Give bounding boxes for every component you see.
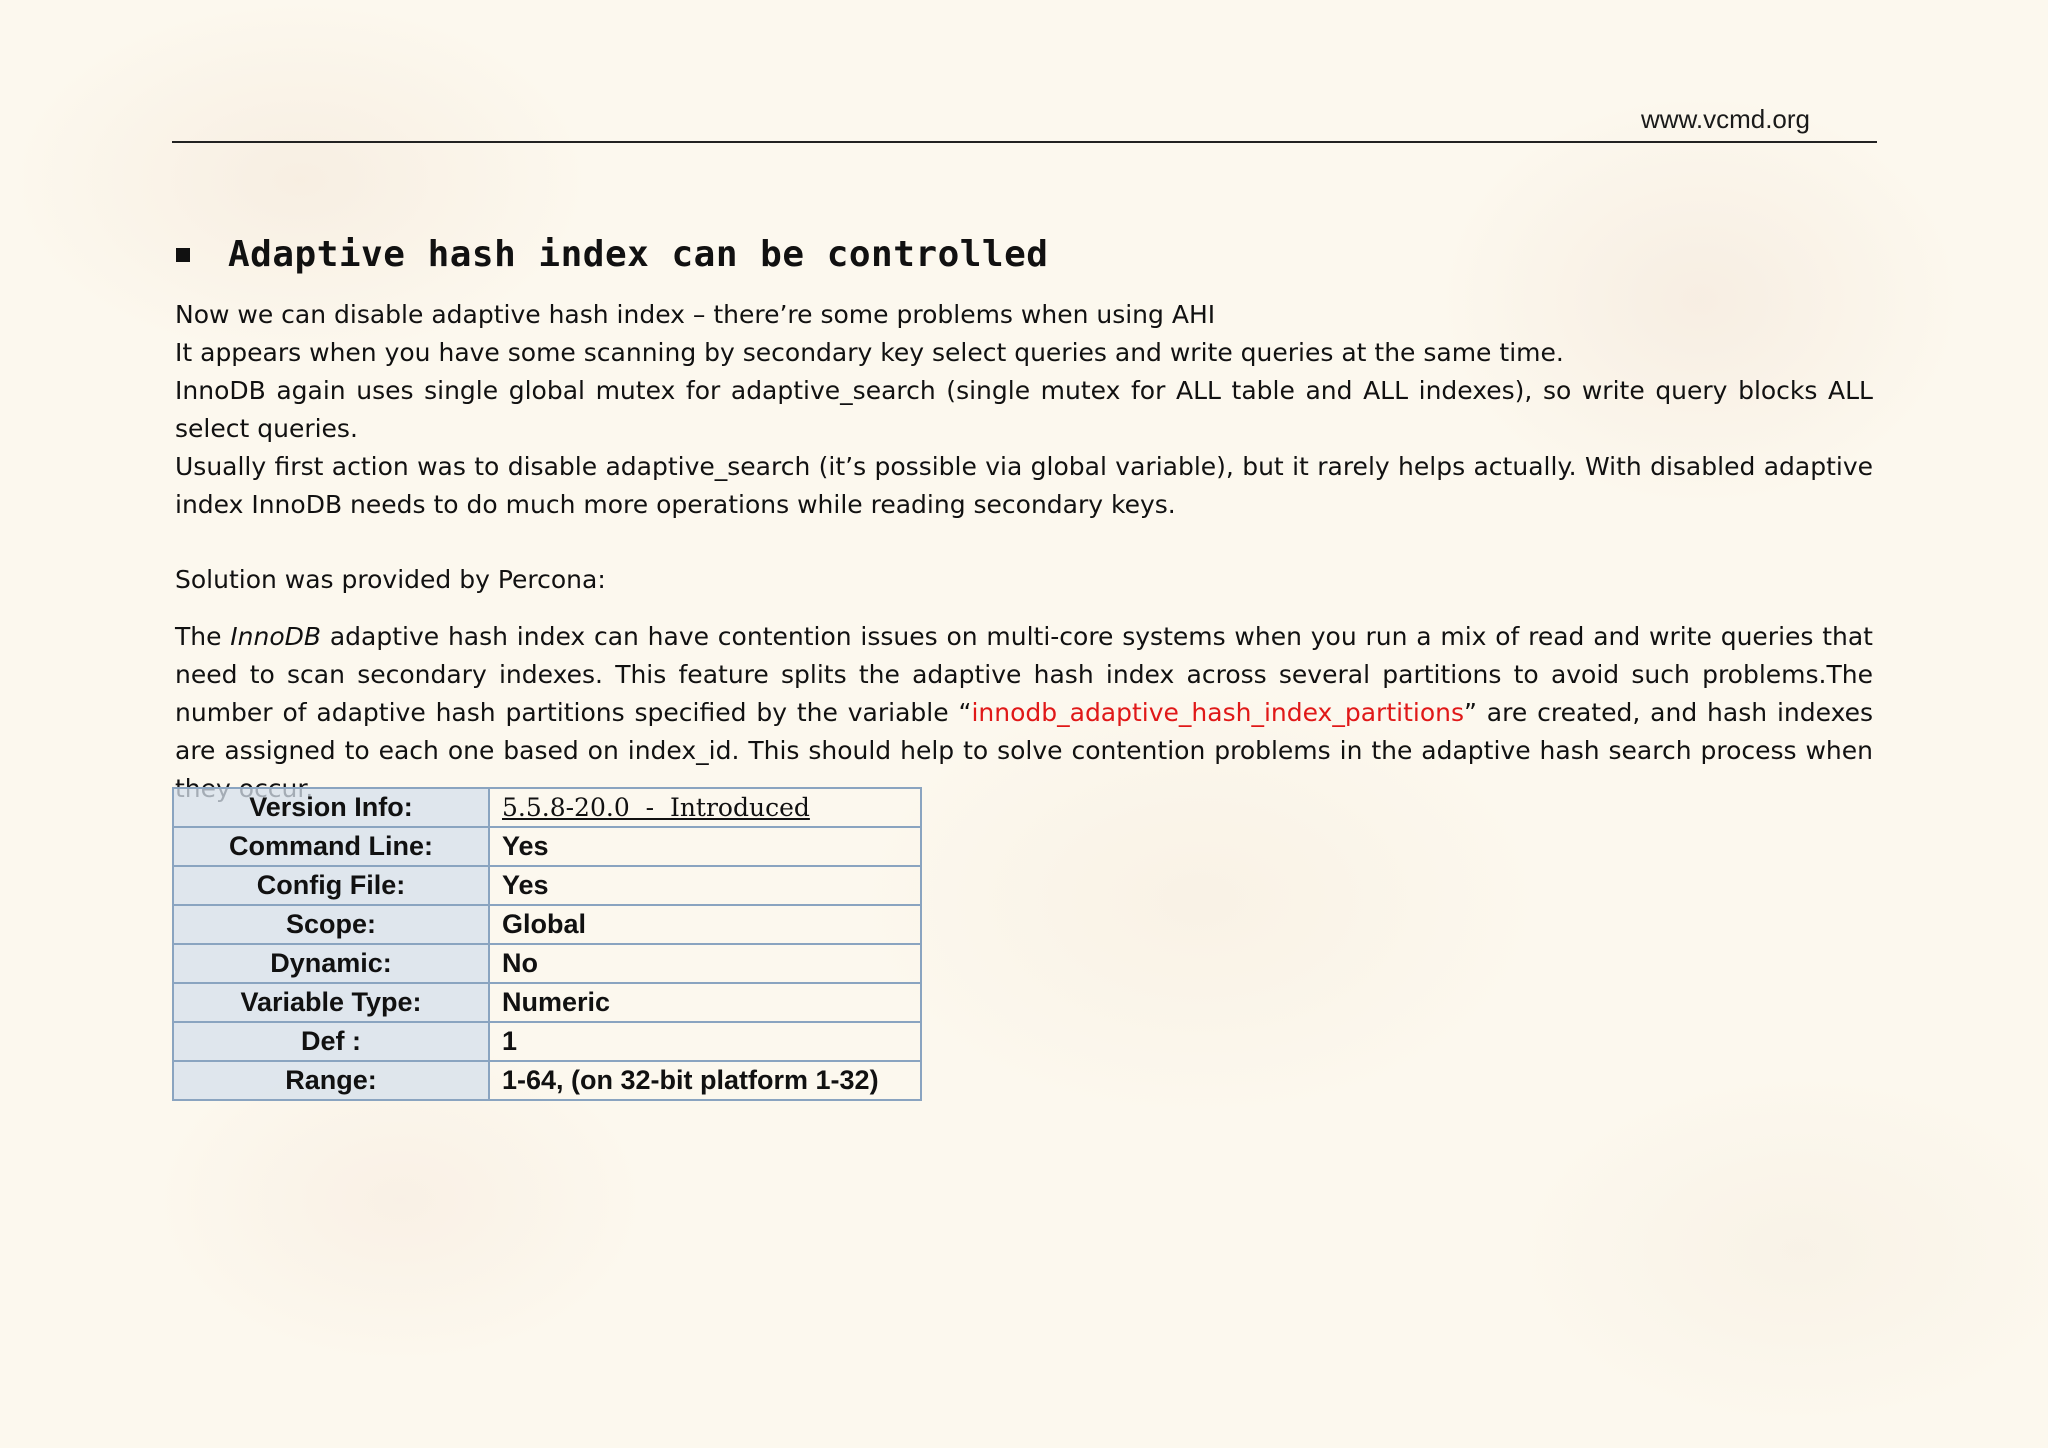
version-value: 5.5.8-20.0 - Introduced	[502, 793, 810, 822]
variable-info-table	[172, 787, 922, 1101]
row-value: Yes	[489, 827, 921, 866]
row-label: Config File:	[173, 866, 489, 905]
row-value: Global	[489, 905, 921, 944]
table-row	[173, 983, 921, 1022]
intro-line: It appears when you have some scanning by secondary key select queries and write queries at the same time.	[175, 338, 1564, 367]
row-label: Dynamic:	[173, 944, 489, 983]
row-label: Variable Type:	[173, 983, 489, 1022]
table-row	[173, 1022, 921, 1061]
table-row	[173, 1061, 921, 1100]
row-value: Numeric	[489, 983, 921, 1022]
table-row	[173, 827, 921, 866]
header-url: www.vcmd.org	[1640, 104, 1810, 134]
row-value: Yes	[489, 866, 921, 905]
solution-line	[175, 561, 1873, 599]
row-label: Command Line:	[173, 827, 489, 866]
solution-text: Solution was provided by Percona:	[175, 565, 606, 594]
intro-line: InnoDB again uses single global mutex for adaptive_search (single mutex for ALL table and ALL indexes), so write query blocks ALL select queries.	[175, 376, 1873, 443]
description-part: ” are created, and hash indexes are assigned to each one based on index_id. This should help to solve contention problems in the adaptive hash search process when	[175, 698, 1874, 765]
square-bullet-icon	[176, 248, 190, 262]
intro-paragraphs	[175, 296, 1873, 524]
description-part: The	[175, 622, 231, 651]
variable-name-highlight: innodb_adaptive_hash_index_partitions	[971, 698, 1464, 727]
description-part: adaptive hash index can have contention issues on multi-core systems when you run a mix of read and write queries that need to scan secondary indexes. This feature splits the adaptive hash index across several partitions to avoid such problems.The number of adaptive hash partitions specified by the variable “	[175, 622, 1873, 727]
row-label: Def :	[173, 1022, 489, 1061]
table-row	[173, 866, 921, 905]
row-value: No	[489, 944, 921, 983]
table-row	[173, 788, 921, 827]
intro-line: Now we can disable adaptive hash index – there’re some problems when using AHI	[175, 300, 1216, 329]
intro-line: Usually first action was to disable adaptive_search (it’s possible via global variable), but it rarely helps actually. With disabled adaptive index InnoDB needs to do much more operations while reading secondary keys.	[175, 452, 1873, 519]
header-divider	[172, 141, 1877, 143]
row-label: Scope:	[173, 905, 489, 944]
section-title: Adaptive hash index can be controlled	[228, 234, 1049, 275]
table-row	[173, 905, 921, 944]
section-heading	[176, 234, 1048, 275]
row-value	[489, 788, 921, 827]
row-value: 1	[489, 1022, 921, 1061]
row-value: 1-64, (on 32-bit platform 1-32)	[489, 1061, 921, 1100]
row-label: Range:	[173, 1061, 489, 1100]
table-row	[173, 944, 921, 983]
description-text	[175, 618, 1873, 808]
description-paragraph	[175, 618, 1873, 808]
innodb-italic: InnoDB	[230, 622, 322, 651]
row-label: Version Info:	[173, 788, 489, 827]
